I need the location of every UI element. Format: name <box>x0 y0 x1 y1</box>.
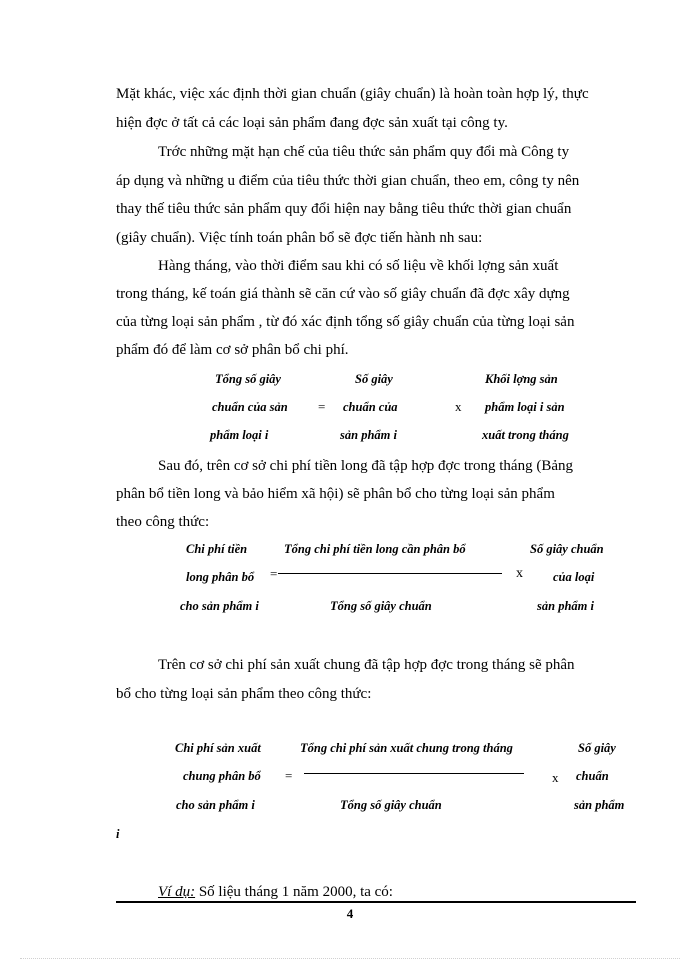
formula1-mid-line: chuẩn của <box>343 400 398 414</box>
formula2-numerator: Tổng chi phí tiền long cần phân bổ <box>284 542 466 556</box>
formula3-denominator: Tổng số giây chuẩn <box>340 798 442 812</box>
formula3-left-line: cho sản phẩm i <box>176 798 255 812</box>
formula2-fraction-bar <box>278 573 502 574</box>
paragraph-line: của từng loại sản phẩm , từ đó xác định tổng số giây chuẩn của từng loại sản <box>116 314 575 330</box>
page-number: 4 <box>346 906 354 921</box>
paragraph-line: trong tháng, kế toán giá thành sẽ căn cứ vào số giây chuẩn đã đợc xây dựng <box>116 286 570 302</box>
paragraph-line: Hàng tháng, vào thời điểm sau khi có số liệu về khối lợng sản xuất <box>158 258 559 274</box>
formula1-equals: = <box>318 399 326 414</box>
formula2-left-line: cho sản phẩm i <box>180 599 259 613</box>
paragraph-line: Sau đó, trên cơ sở chi phí tiền long đã tập hợp đợc trong tháng (Bảng <box>158 458 573 474</box>
formula1-right-line: xuất trong tháng <box>482 428 569 442</box>
formula2-left-line: Chi phí tiền <box>186 542 248 556</box>
paragraph-line: phân bổ tiền long và bảo hiểm xã hội) sẽ phân bổ cho từng loại sản phẩm <box>116 486 555 502</box>
formula1-left-line: Tổng số giây <box>215 372 281 386</box>
formula1-right-line: phẩm loại i sản <box>485 400 565 414</box>
example-label: Ví dụ: <box>158 884 196 900</box>
formula1-right-line: Khối lợng sản <box>485 372 558 386</box>
paragraph-line: bổ cho từng loại sản phẩm theo công thức: <box>116 686 372 702</box>
example-line <box>158 882 393 902</box>
paragraph-line: Mặt khác, việc xác định thời gian chuẩn (giây chuẩn) là hoàn toàn hợp lý, thực <box>116 86 589 102</box>
formula3-left-line: Chi phí sản xuất <box>175 741 261 755</box>
formula1-mid-line: Số giây <box>355 372 393 386</box>
paragraph-line: phẩm đó để làm cơ sở phân bổ chi phí. <box>116 342 349 358</box>
paragraph-line: áp dụng và những u điểm của tiêu thức thời gian chuẩn, theo em, công ty nên <box>116 173 580 189</box>
formula1-left-line: phẩm loại i <box>210 428 269 442</box>
formula3-left-line: chung phân bổ <box>183 769 261 783</box>
paragraph-line: Trên cơ sở chi phí sản xuất chung đã tập hợp đợc trong tháng sẽ phân <box>158 657 575 673</box>
formula1-times: x <box>455 399 462 414</box>
formula3-equals: = <box>285 768 293 783</box>
formula1-left-line: chuẩn của sản <box>212 400 288 414</box>
formula3-numerator: Tổng chi phí sản xuất chung trong tháng <box>300 741 513 755</box>
formula3-right-line: Số giây <box>578 741 616 755</box>
formula3-right-line: chuẩn <box>576 769 609 783</box>
formula2-right-line: sản phẩm i <box>537 599 594 613</box>
formula3-right-line: sản phẩm <box>574 798 625 812</box>
paragraph-line: Trớc những mặt hạn chế của tiêu thức sản phẩm quy đổi mà Công ty <box>158 144 570 160</box>
formula2-times: x <box>516 566 523 581</box>
paragraph-line: (giây chuẩn). Việc tính toán phân bổ sẽ đợc tiến hành nh sau: <box>116 230 483 246</box>
formula1-mid-line: sản phẩm i <box>340 428 397 442</box>
paragraph-line: theo công thức: <box>116 514 210 530</box>
example-text: Số liệu tháng 1 năm 2000, ta có: <box>195 884 393 900</box>
formula2-left-line: long phân bổ <box>186 570 255 584</box>
paragraph-line: thay thế tiêu thức sản phẩm quy đổi hiện nay bằng tiêu thức thời gian chuẩn <box>116 201 572 217</box>
formula3-trailing: i <box>116 827 120 841</box>
formula2-equals: = <box>270 566 278 581</box>
page-bottom-border <box>20 958 680 959</box>
paragraph-line: hiện đợc ở tất cả các loại sản phẩm đang đợc sản xuất tại công ty. <box>116 115 508 131</box>
formula2-right-line: Số giây chuẩn <box>530 542 604 556</box>
footer-rule <box>116 901 636 903</box>
formula2-denominator: Tổng số giây chuẩn <box>330 599 432 613</box>
formula3-fraction-bar <box>304 773 524 774</box>
formula3-times: x <box>552 770 559 785</box>
formula2-right-line: của loại <box>553 570 595 584</box>
